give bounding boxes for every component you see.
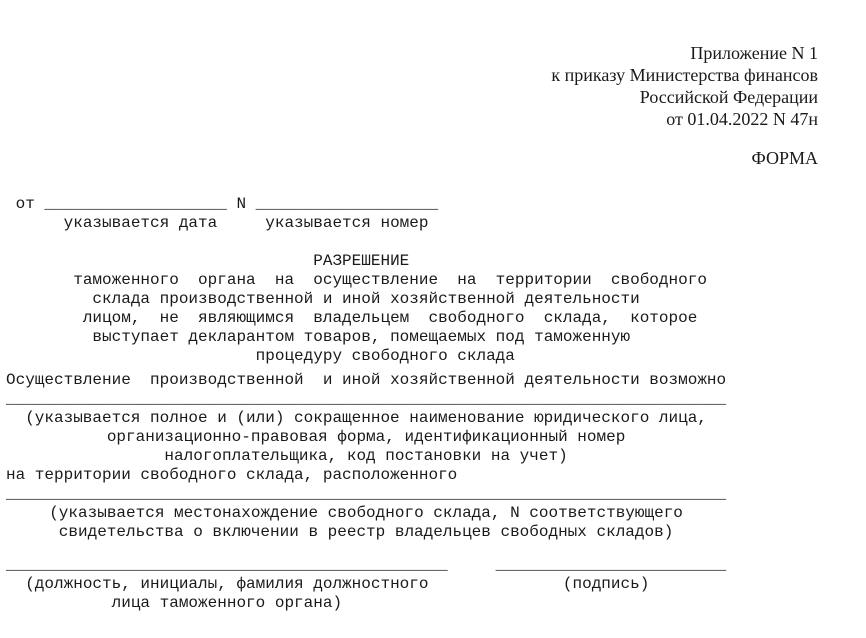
appendix-header-line-3: Российской Федерации xyxy=(639,87,818,107)
signature-lines-row: ______________________________________________ ________________________ xyxy=(6,556,727,574)
title-line-2: таможенного органа на осуществление на территории свободного xyxy=(6,271,707,289)
fill-hint-1-line-1: (указывается полное и (или) сокращенное наименование юридического лица, xyxy=(25,409,707,427)
location-line: на территории свободного склада, расположенного xyxy=(6,466,458,484)
intro-line: Осуществление производственной и иной хозяйственной деятельности возможно xyxy=(6,371,727,389)
title-line-5: выступает декларантом товаров, помещаемых под таможенную xyxy=(6,328,631,346)
fill-line-2: ___________________________________________________________________________ xyxy=(6,485,727,503)
permission-title xyxy=(6,252,726,366)
fill-hint-2-line-1: (указывается местонахождение свободного склада, N соответствующего xyxy=(49,504,683,522)
signature-hint-row-1: (должность, инициалы, фамилия должностного (подпись) xyxy=(6,575,650,593)
form-label: ФОРМА xyxy=(751,148,818,168)
title-line-4: лицом, не являющимся владельцем свободного склада, которое xyxy=(6,309,698,327)
document-body xyxy=(6,195,726,613)
appendix-header-line-2: к приказу Министерства финансов xyxy=(551,65,818,85)
title-line-6: процедуру свободного склада xyxy=(6,347,515,365)
fill-hint-2-line-2: свидетельства о включении в реестр владельцев свободных складов) xyxy=(58,523,674,541)
issue-date-number-line: от ___________________ N ___________________ xyxy=(6,195,439,213)
fill-line-1: ___________________________________________________________________________ xyxy=(6,390,727,408)
signature-block xyxy=(6,556,726,613)
title-line-3: склада производственной и иной хозяйственной деятельности xyxy=(6,290,640,308)
fill-hint-1-line-3: налогоплательщика, код постановки на учет) xyxy=(164,447,568,465)
blank-line xyxy=(6,233,726,252)
title-line-1: РАЗРЕШЕНИЕ xyxy=(6,252,410,270)
signature-hint-row-2: лица таможенного органа) xyxy=(6,594,343,612)
fill-hint-1-line-2: организационно-правовая форма, идентификационный номер xyxy=(106,428,626,446)
issue-hints-line: указывается дата указывается номер xyxy=(6,214,429,232)
permission-text xyxy=(6,371,726,542)
appendix-header-line-4: от 01.04.2022 N 47н xyxy=(666,109,818,129)
appendix-header xyxy=(0,0,866,169)
appendix-header-line-1: Приложение N 1 xyxy=(690,43,818,63)
